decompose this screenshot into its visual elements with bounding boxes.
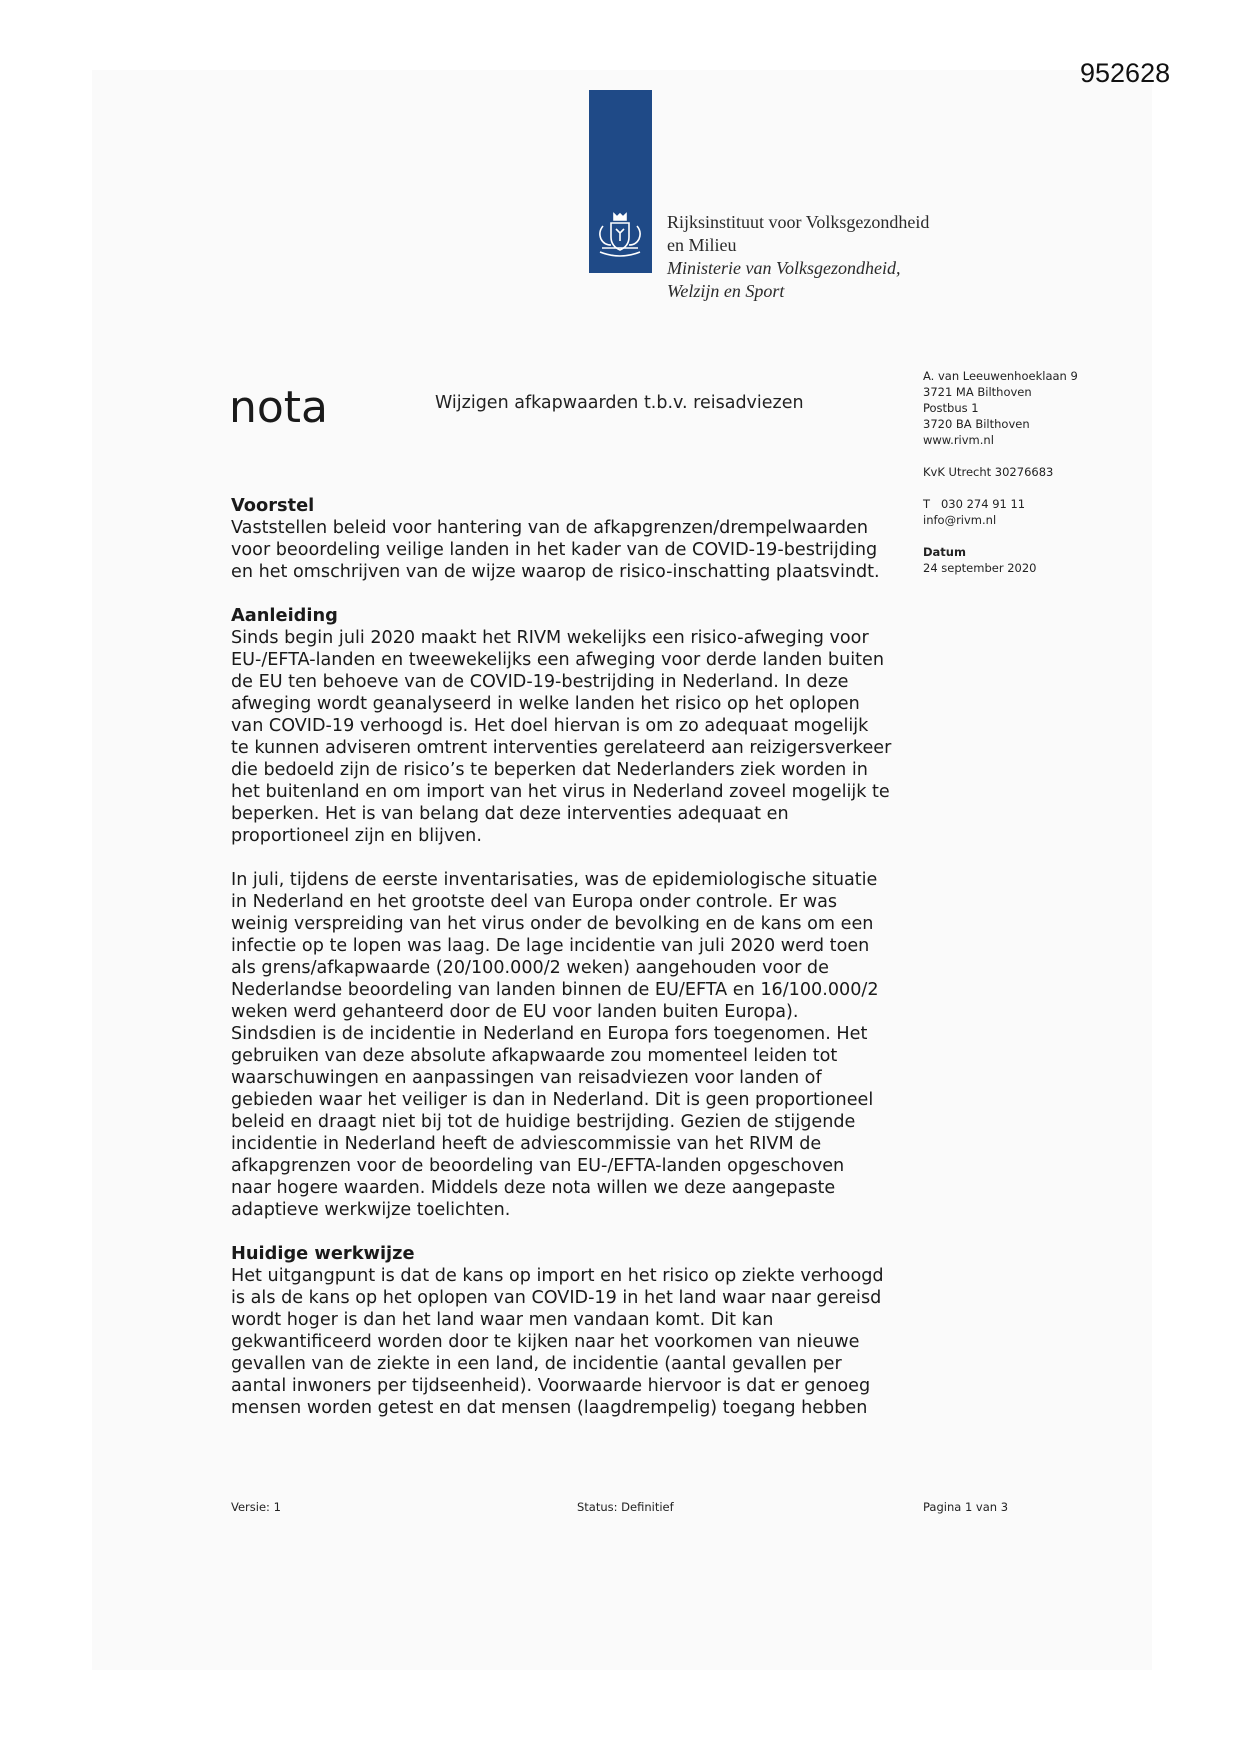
website-link[interactable]: www.rivm.nl [923,433,994,447]
address-line: A. van Leeuwenhoeklaan 9 [923,369,1078,383]
document-type: nota [229,382,329,433]
text-line: te kunnen adviseren omtrent interventies gerelateerd aan reizigersverkeer [231,738,892,758]
email-link[interactable]: info@rivm.nl [923,513,997,527]
text-line: die bedoeld zijn de risico’s te beperken dat Nederlanders ziek worden in [231,760,868,780]
text-line: waarschuwingen en aanpassingen van reisadviezen voor landen of [231,1068,822,1088]
text-line: het buitenland en om import van het virus in Nederland zoveel mogelijk te [231,782,890,802]
contact-block [923,496,1133,528]
text-line: EU-/EFTA-landen en tweewekelijks een afweging voor derde landen buiten [231,650,884,670]
document-number: 952628 [1080,58,1171,88]
org-name-line-2: en Milieu [667,235,737,255]
ministry-name-line-2: Welzijn en Sport [667,281,785,301]
text-line: beleid en draagt niet bij tot de huidige bestrijding. Gezien de stijgende [231,1112,856,1132]
org-name-line-1: Rijksinstituut voor Volksgezondheid [667,212,930,232]
section-aanleiding [231,605,921,1221]
ministry-name-line-1: Ministerie van Volksgezondheid, [667,258,901,278]
text-line: gevallen van de ziekte in een land, de incidentie (aantal gevallen per [231,1354,842,1374]
footer-status: Status: Definitief [577,1500,674,1514]
address-line: 3721 MA Bilthoven [923,385,1032,399]
text-line: en het omschrijven van de wijze waarop de risico-inschatting plaatsvindt. [231,562,880,582]
address-line: Postbus 1 [923,401,979,415]
date-value: 24 september 2020 [923,561,1037,575]
text-line: Nederlandse beoordeling van landen binnen de EU/EFTA en 16/100.000/2 [231,980,879,1000]
address-line: 3720 BA Bilthoven [923,417,1030,431]
text-line: Sinds begin juli 2020 maakt het RIVM wekelijks een risico-afweging voor [231,628,869,648]
text-line: Het uitgangpunt is dat de kans op import en het risico op ziekte verhoogd [231,1266,884,1286]
text-line: naar hogere waarden. Middels deze nota willen we deze aangepaste [231,1178,836,1198]
date-block [923,544,1133,576]
sidebar-contact-info [923,368,1133,592]
text-line: gebieden waar het veiliger is dan in Nederland. Dit is geen proportioneel [231,1090,874,1110]
coat-of-arms-icon [592,208,648,264]
text-line: In juli, tijdens de eerste inventarisaties, was de epidemiologische situatie [231,870,878,890]
text-line: afkapgrenzen voor de beoordeling van EU-/EFTA-landen opgeschoven [231,1156,845,1176]
text-line: beperken. Het is van belang dat deze interventies adequaat en [231,804,789,824]
document-body [231,495,921,1441]
text-line: van COVID-19 verhoogd is. Het doel hiervan is om zo adequaat mogelijk [231,716,869,736]
section-heading: Aanleiding [231,605,338,626]
text-line: afweging wordt geanalyseerd in welke landen het risico op het oplopen [231,694,860,714]
document-subject: Wijzigen afkapwaarden t.b.v. reisadviezen [435,393,804,413]
text-line: de EU ten behoeve van de COVID-19-bestrijding in Nederland. In deze [231,672,849,692]
date-label: Datum [923,545,966,559]
text-line: weken werd gehanteerd door de EU voor landen buiten Europa). [231,1002,799,1022]
text-line: weinig verspreiding van het virus onder de bevolking en de kans om een [231,914,874,934]
section-heading: Huidige werkwijze [231,1243,415,1264]
text-line: proportioneel zijn en blijven. [231,826,482,846]
text-line: adaptieve werkwijze toelichten. [231,1200,511,1220]
section-huidige-werkwijze [231,1243,921,1419]
text-line: in Nederland en het grootste deel van Europa onder controle. Er was [231,892,838,912]
text-line: aantal inwoners per tijdseenheid). Voorwaarde hiervoor is dat er genoeg [231,1376,871,1396]
text-line: is als de kans op het oplopen van COVID-19 in het land waar naar gereisd [231,1288,882,1308]
text-line: Vaststellen beleid voor hantering van de afkapgrenzen/drempelwaarden [231,518,869,538]
text-line: gebruiken van deze absolute afkapwaarde zou momenteel leiden tot [231,1046,838,1066]
paragraph [231,627,921,847]
text-line: gekwantificeerd worden door te kijken naar het voorkomen van nieuwe [231,1332,860,1352]
section-voorstel [231,495,921,583]
text-line: Sindsdien is de incidentie in Nederland en Europa fors toegenomen. Het [231,1024,868,1044]
text-line: incidentie in Nederland heeft de adviescommissie van het RIVM de [231,1134,822,1154]
organization-name [667,211,929,303]
paragraph [231,869,921,1221]
kvk-number: KvK Utrecht 30276683 [923,465,1054,479]
text-line: voor beoordeling veilige landen in het kader van de COVID-19-bestrijding [231,540,878,560]
text-line: als grens/afkapwaarde (20/100.000/2 weken) aangehouden voor de [231,958,829,978]
footer-version: Versie: 1 [231,1500,281,1514]
section-heading: Voorstel [231,495,315,516]
address-block [923,368,1133,448]
text-line: wordt hoger is dan het land waar men vandaan komt. Dit kan [231,1310,774,1330]
footer-page-number: Pagina 1 van 3 [923,1500,1009,1514]
text-line: mensen worden getest en dat mensen (laagdrempelig) toegang hebben [231,1398,868,1418]
phone-number: T 030 274 91 11 [923,497,1026,511]
text-line: infectie op te lopen was laag. De lage incidentie van juli 2020 werd toen [231,936,870,956]
